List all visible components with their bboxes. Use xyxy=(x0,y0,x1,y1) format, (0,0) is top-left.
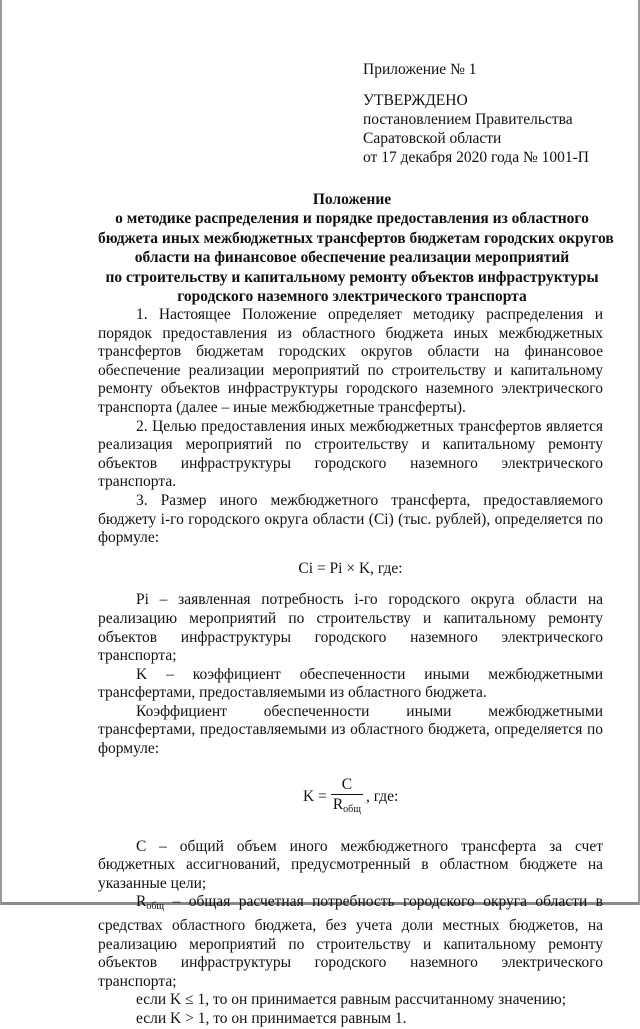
paragraph-robsh xyxy=(98,893,603,991)
paragraph-2: 2. Целью предоставления иных межбюджетных трансфертов является реализация мероприятий по строительству и капитальному ремонту объектов инфраструктуры городского наземного электрического транспорта. xyxy=(98,417,603,491)
paragraph-k: K – коэффициент обеспеченности иными межбюджетными трансфертами, предоставляемыми из областного бюджета. xyxy=(98,665,603,702)
title-line-2: о методике распределения и порядке предоставления из областного xyxy=(115,210,589,228)
formula-k xyxy=(98,775,603,821)
formula-k-lhs: K = xyxy=(303,788,327,806)
title-line-6: городского наземного электрического транспорта xyxy=(177,288,527,306)
paragraph-3: 3. Размер иного межбюджетного трансферта, предоставляемого бюджету i-го городского округа области (Ci) (тыс. рублей), определяется по формуле: xyxy=(98,491,603,547)
approval-line-3: от 17 декабря 2020 года № 1001-П xyxy=(363,149,589,166)
formula-k-numerator: C xyxy=(341,775,353,793)
approval-line-2: Саратовской области xyxy=(363,130,502,147)
formula-k-denominator xyxy=(331,795,363,820)
paragraph-k-le-1: если K ≤ 1, то он принимается равным рассчитанному значению; xyxy=(136,991,567,1009)
paragraph-1: 1. Настоящее Положение определяет методику распределения и порядок предоставления из областного бюджета иных межбюджетных трансфертов бюджетам городских округов области на финансовое обеспечение реализации мероприятий по строительству и капитальному ремонту объектов инфраструктуры городского наземного электрического транспорта (далее – иные межбюджетные трансферты). xyxy=(98,306,603,416)
title-line-5: по строительству и капитальному ремонту объектов инфраструктуры xyxy=(105,268,599,286)
document-title xyxy=(98,190,614,306)
denominator-sub: общ xyxy=(343,803,361,815)
title-line-1: Положение xyxy=(312,191,392,208)
formula-k-fraction xyxy=(331,776,363,820)
robsh-text: – общая расчетная потребность городского округа области в средствах областного бюджета, без учета доли местных бюджетов, на реализацию мероприятий по строительству и капитальному ремонту объектов инфраструктуры городского наземного электрического транспорта; xyxy=(98,893,603,990)
appendix-label: Приложение № 1 xyxy=(363,61,477,78)
formula-ci: Ci = Pi × K, где: xyxy=(298,559,403,577)
title-line-3: бюджета иных межбюджетных трансфертов бюджетам городских округов xyxy=(98,229,614,247)
paragraph-k-formula-intro: Коэффициент обеспеченности иными межбюджетными трансфертами, предоставляемыми из областного бюджета, определяется по формуле: xyxy=(98,702,603,758)
approval-line-1: постановлением Правительства xyxy=(363,111,573,128)
approval-block xyxy=(363,60,623,167)
denominator-base: R xyxy=(332,795,344,813)
title-line-4: области на финансовое обеспечение реализации мероприятий xyxy=(134,249,570,267)
approved-label: УТВЕРЖДЕНО xyxy=(363,92,468,109)
paragraph-k-gt-1: если K > 1, то он принимается равным 1. xyxy=(136,1010,407,1027)
paragraph-c: C – общий объем иного межбюджетного трансферта за счет бюджетных ассигнований, предусмотренный в областном бюджете на указанные цели; xyxy=(98,837,603,892)
formula-k-tail: , где: xyxy=(365,788,399,806)
document-body xyxy=(98,306,603,1029)
paragraph-pi: Pi – заявленная потребность i-го городского округа области на реализацию мероприятий по строительству и капитальному ремонту объектов инфраструктуры городского наземного электрического транспорта; xyxy=(98,591,603,665)
robsh-symbol: R xyxy=(136,893,147,911)
robsh-sub: общ xyxy=(146,901,165,913)
